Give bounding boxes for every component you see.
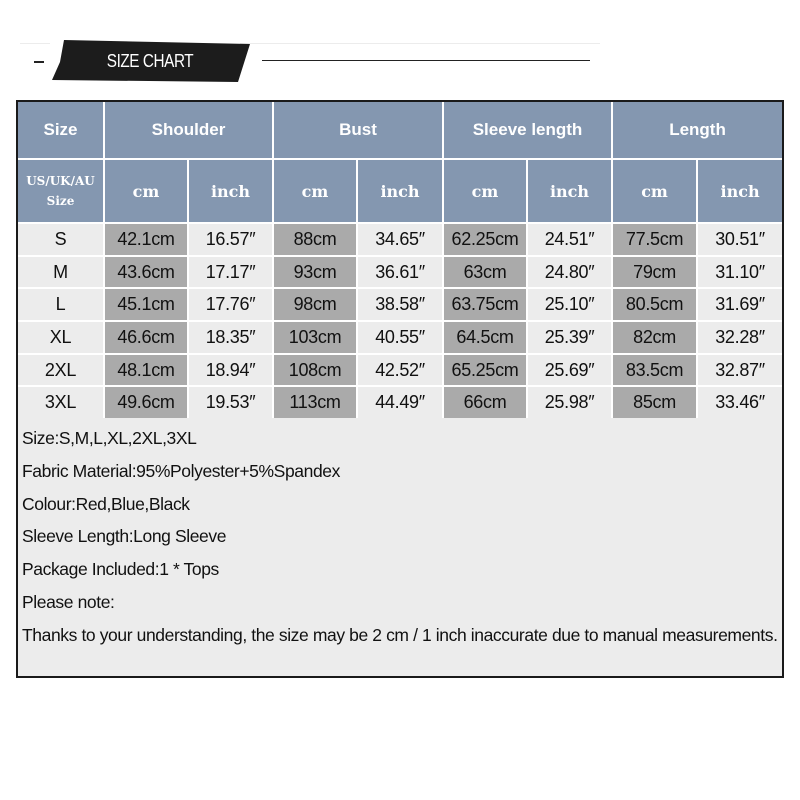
table-cell: 46.6cm (104, 321, 188, 354)
table-cell: 66cm (443, 386, 527, 418)
unit-header: cm (273, 159, 357, 223)
header-size-region (18, 159, 104, 223)
table-row (18, 321, 782, 354)
table-row (18, 223, 782, 256)
table-cell: 49.6cm (104, 386, 188, 418)
table-row (18, 288, 782, 321)
table-cell: 25.10″ (527, 288, 612, 321)
size-chart-banner (50, 40, 250, 82)
size-cell: M (18, 256, 104, 289)
table-cell: 17.76″ (188, 288, 273, 321)
banner-rule (262, 60, 590, 61)
table-cell: 40.55″ (357, 321, 443, 354)
table-cell: 36.61″ (357, 256, 443, 289)
size-sub-label: Size (46, 194, 75, 208)
table-cell: 25.69″ (527, 354, 612, 387)
header-size: Size (18, 102, 104, 159)
banner-title: SIZE CHART (106, 51, 194, 71)
unit-header: cm (443, 159, 527, 223)
table-cell: 85cm (612, 386, 697, 418)
table-cell: 48.1cm (104, 354, 188, 387)
table-cell: 65.25cm (443, 354, 527, 387)
table-cell: 82cm (612, 321, 697, 354)
table-cell: 18.94″ (188, 354, 273, 387)
unit-header: inch (357, 159, 443, 223)
table-cell: 18.35″ (188, 321, 273, 354)
size-cell: L (18, 288, 104, 321)
table-row (18, 386, 782, 418)
info-note-text: Thanks to your understanding, the size may be 2 cm / 1 inch inaccurate due to manual measurements. (22, 624, 778, 645)
table-cell: 98cm (273, 288, 357, 321)
table-cell: 31.69″ (697, 288, 782, 321)
table-cell: 63.75cm (443, 288, 527, 321)
table-cell: 32.28″ (697, 321, 782, 354)
table-cell: 25.98″ (527, 386, 612, 418)
size-table (18, 102, 782, 418)
table-cell: 80.5cm (612, 288, 697, 321)
table-cell: 113cm (273, 386, 357, 418)
size-cell: XL (18, 321, 104, 354)
table-cell: 33.46″ (697, 386, 782, 418)
size-region-label: US/UK/AU (26, 174, 95, 188)
faint-divider-left (20, 43, 50, 44)
info-package-line: Package Included:1 * Tops (22, 559, 219, 580)
faint-divider-right (240, 43, 600, 44)
table-cell: 19.53″ (188, 386, 273, 418)
unit-header: inch (188, 159, 273, 223)
unit-header: inch (527, 159, 612, 223)
table-cell: 32.87″ (697, 354, 782, 387)
size-cell: S (18, 223, 104, 256)
table-cell: 42.52″ (357, 354, 443, 387)
table-cell: 108cm (273, 354, 357, 387)
table-row (18, 256, 782, 289)
table-cell: 31.10″ (697, 256, 782, 289)
table-cell: 34.65″ (357, 223, 443, 256)
unit-header: inch (697, 159, 782, 223)
size-chart-panel (16, 100, 784, 678)
table-row (18, 354, 782, 387)
table-cell: 24.80″ (527, 256, 612, 289)
table-cell: 83.5cm (612, 354, 697, 387)
size-cell: 3XL (18, 386, 104, 418)
info-fabric-line: Fabric Material:95%Polyester+5%Spandex (22, 460, 340, 481)
unit-header: cm (104, 159, 188, 223)
unit-header: cm (612, 159, 697, 223)
table-cell: 64.5cm (443, 321, 527, 354)
size-cell: 2XL (18, 354, 104, 387)
info-sleeve-line: Sleeve Length:Long Sleeve (22, 526, 227, 547)
header-sleeve-length: Sleeve length (443, 102, 612, 159)
table-cell: 103cm (273, 321, 357, 354)
product-info (22, 422, 782, 652)
table-cell: 17.17″ (188, 256, 273, 289)
header-length: Length (612, 102, 782, 159)
table-cell: 24.51″ (527, 223, 612, 256)
table-cell: 25.39″ (527, 321, 612, 354)
table-unit-header-row (18, 159, 782, 223)
info-size-line: Size:S,M,L,XL,2XL,3XL (22, 428, 197, 448)
table-cell: 43.6cm (104, 256, 188, 289)
table-cell: 62.25cm (443, 223, 527, 256)
header-bust: Bust (273, 102, 443, 159)
banner-dash (34, 61, 44, 63)
info-colour-line: Colour:Red,Blue,Black (22, 493, 190, 514)
table-cell: 44.49″ (357, 386, 443, 418)
table-cell: 30.51″ (697, 223, 782, 256)
table-cell: 63cm (443, 256, 527, 289)
info-note-heading: Please note: (22, 591, 115, 612)
table-cell: 45.1cm (104, 288, 188, 321)
table-cell: 79cm (612, 256, 697, 289)
table-cell: 77.5cm (612, 223, 697, 256)
table-cell: 38.58″ (357, 288, 443, 321)
table-cell: 42.1cm (104, 223, 188, 256)
table-cell: 93cm (273, 256, 357, 289)
table-cell: 16.57″ (188, 223, 273, 256)
header-shoulder: Shoulder (104, 102, 273, 159)
table-group-header-row (18, 102, 782, 159)
table-cell: 88cm (273, 223, 357, 256)
